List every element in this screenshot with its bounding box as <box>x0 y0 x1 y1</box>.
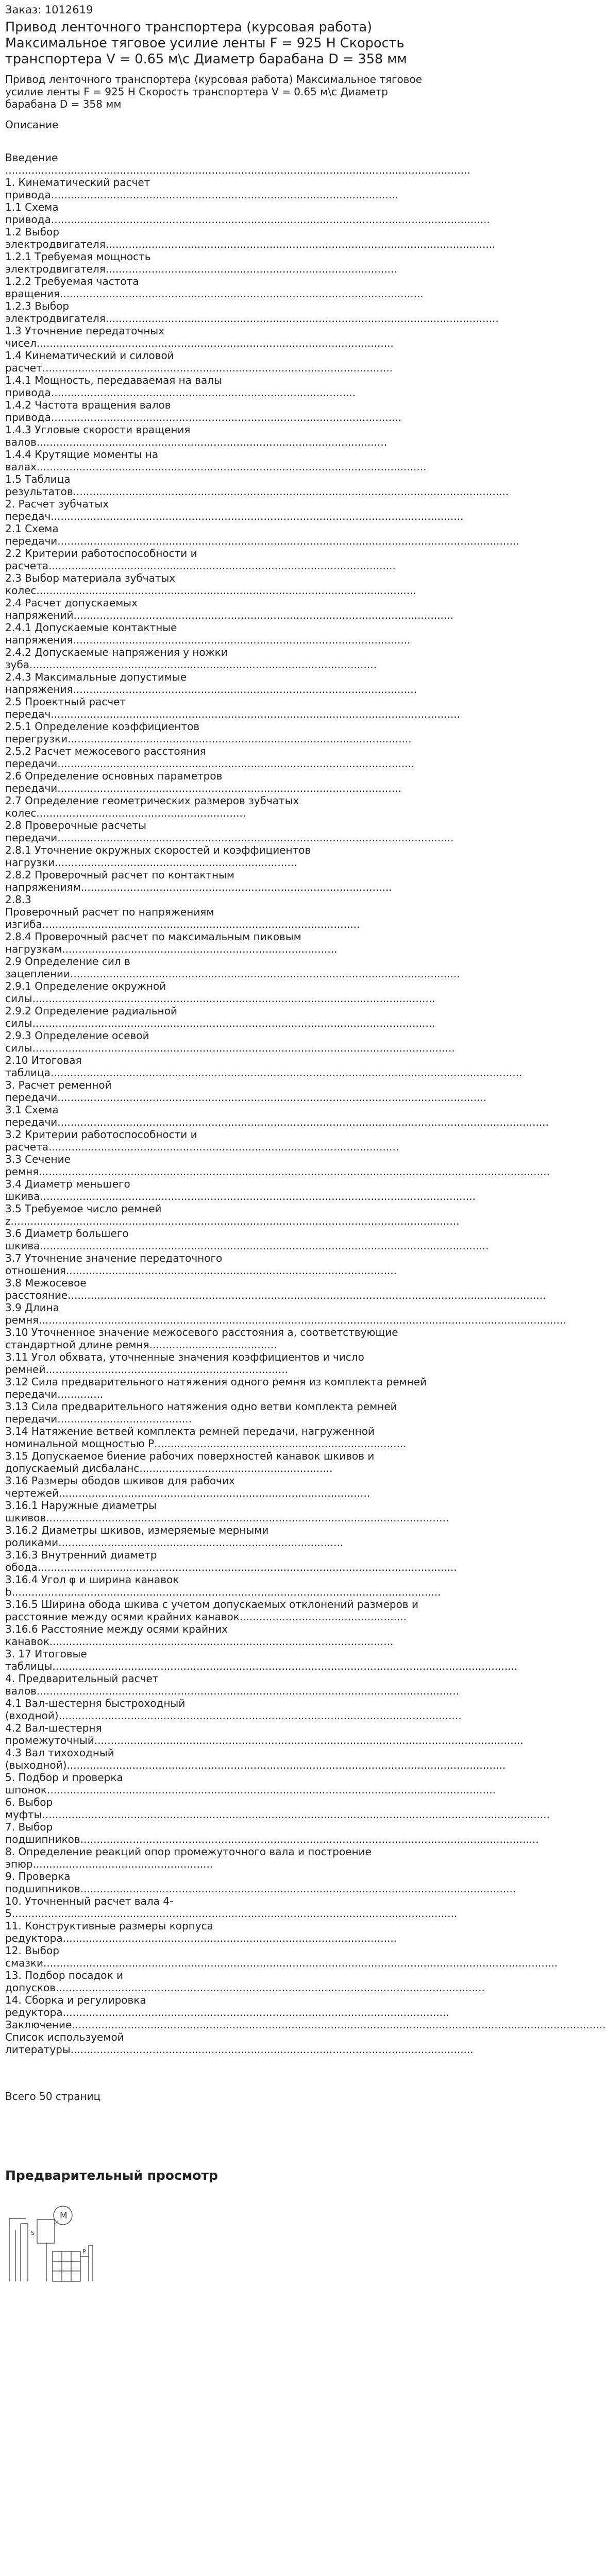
toc-item: 1.4.1 Мощность, передаваемая на валы привода............................................................................................. <box>5 374 356 399</box>
toc-item: 2.4.1 Допускаемые контактные напряжения....................................................................................................... <box>5 621 411 646</box>
motor-label: M <box>60 2211 68 2221</box>
toc-item: 1.4.2 Частота вращения валов привода........................................................................................................... <box>5 399 402 423</box>
toc-item: 2.9.3 Определение осевой силы................................................................................................................................. <box>5 1029 455 1054</box>
toc-item: 3.11 Угол обхвата, уточненные значения коэффициентов и число ремней.......................................................................... <box>5 1351 364 1376</box>
toc-item: 1.2.1 Требуемая мощность электродвигателя......................................................................................... <box>5 250 397 275</box>
toc-item: 1.2.2 Требуемая частота вращения............................................................................................................... <box>5 275 424 300</box>
lead-text: Привод ленточного транспортера (курсовая работа) Максимальное тяговое усилие ленты F = 925 Н Скорость транспортера V = 0.65 м\с Диаметр барабана D = 358 мм <box>5 73 423 110</box>
page-title: Привод ленточного транспортера (курсовая работа) Максимальное тяговое усилие ленты F = 925 Н Скорость транспортера V = 0.65 м\с Диаметр барабана D = 358 мм <box>5 20 407 67</box>
toc-item: 6. Выбор муфты........................................................................................................................................................... <box>5 1796 550 1821</box>
toc-item: 2.10 Итоговая таблица................................................................................................................................................ <box>5 1054 523 1079</box>
toc-item: 1.4 Кинематический и силовой расчет........................................................................................................... <box>5 349 393 374</box>
gearbox-box <box>53 2251 80 2281</box>
toc-item: 3.5 Требуемое число ремней z......................................................................................................................................... <box>5 1202 460 1227</box>
toc-item: 3.16.2 Диаметры шкивов, измеряемые мерными роликами....................................................................................... <box>5 1524 344 1549</box>
toc-item: Заключение................................................................................................................................................................... <box>5 2019 606 2031</box>
toc-item: 2.4 Расчет допускаемых напряжений.................................................................................................................... <box>5 597 453 621</box>
toc-item: 4.1 Вал-шестерня быстроходный (входной)........................................................................................................................... <box>5 1697 462 1722</box>
toc-item: 1. Кинематический расчет привода.......................................................................................................... <box>5 176 398 201</box>
toc-item: 12. Выбор смазки............................................................................................................................................................. <box>5 1944 558 1969</box>
toc-item: Список используемой литературы........................................................................................................................... <box>5 2031 474 2056</box>
toc-item: 3.6 Диаметр большего шкива......................................................................................................................................... <box>5 1227 489 1252</box>
table-of-contents <box>5 151 606 2056</box>
toc-item: 7. Выбор подшипников............................................................................................................................................ <box>5 1821 539 1845</box>
toc-item: 2.9 Определение сил в зацеплении....................................................................................................................... <box>5 955 460 980</box>
description-heading: Описание <box>5 118 59 131</box>
belt-label: S <box>31 2230 35 2236</box>
toc-item: 3.13 Сила предварительного натяжения одно ветви комплекта ремней передачи......................................... <box>5 1400 397 1425</box>
toc-item: 3. 17 Итоговые таблицы.............................................................................................................................................. <box>5 1648 518 1672</box>
toc-item: 2.8.3 <box>5 893 31 906</box>
toc-item: 3.16.5 Ширина обода шкива с учетом допускаемых отклонений размеров и расстояние между осями крайних канавок................................................... <box>5 1598 418 1623</box>
toc-item: 2.8.4 Проверочный расчет по максимальным пиковым нагрузкам.................................................................................... <box>5 930 338 955</box>
toc-item: 2.9.2 Определение радиальной силы........................................................................................................................... <box>5 1005 435 1029</box>
toc-item: 2.5.2 Расчет межосевого расстояния передачи............................................................................................................. <box>5 745 415 770</box>
toc-item: 1.2.3 Выбор электродвигателя........................................................................................................................ <box>5 300 499 325</box>
toc-item: 1.4.3 Угловые скорости вращения валов........................................................................................................... <box>5 423 388 448</box>
toc-item: 2.3 Выбор материала зубчатых колес.................................................................................................................... <box>5 572 416 597</box>
toc-item: 2.5.1 Определение коэффициентов перегрузки......................................................................................................... <box>5 720 412 745</box>
toc-item: 1.2 Выбор электродвигателя....................................................................................................................... <box>5 226 496 250</box>
toc-item: 3.7 Уточнение значение передаточного отношения..................................................................................................... <box>5 1252 397 1277</box>
toc-item: 3.16.4 Угол φ и ширина канавок b................................................................................................................................... <box>5 1573 441 1598</box>
toc-item: 3.10 Уточненное значение межосевого расстояния a, соответствующие стандартной длине ремня....................................... <box>5 1326 398 1351</box>
toc-item: 1.4.4 Крутящие моменты на валах....................................................................................................................... <box>5 448 427 473</box>
toc-item: 2.7 Определение геометрических размеров зубчатых колес................................................................ <box>5 794 299 819</box>
toc-item: 4.3 Вал тихоходный (выходной)...................................................................................................................................... <box>5 1747 506 1771</box>
toc-item: 3.2 Критерии работоспособности и расчета........................................................................................................... <box>5 1128 399 1153</box>
toc-item: 3.4 Диаметр меньшего шкива..................................................................................................................................... <box>5 1178 476 1202</box>
toc-item: 2.8.1 Уточнение окружных скоростей и коэффициентов нагрузки.......................................................................... <box>5 844 311 869</box>
toc-item: 13. Подбор посадок и допусков................................................................................................................................... <box>5 1969 485 1994</box>
toc-item: 1.1 Схема привода...................................................................................................................................... <box>5 201 490 226</box>
toc-item: Введение .............................................................................................................................................. <box>5 151 470 176</box>
toc-item: 3.14 Натяжение ветвей комплекта ремней передачи, нагруженной номинальной мощностью Р............................................................................. <box>5 1425 407 1450</box>
order-number: Заказ: 1012619 <box>5 4 93 16</box>
toc-item: 9. Проверка подшипников..................................................................................................................................... <box>5 1870 516 1895</box>
toc-item: 2.4.2 Допускаемые напряжения у ножки зуба.......................................................................................................... <box>5 646 377 671</box>
toc-item: 2. Расчет зубчатых передач.............................................................................................................................. <box>5 498 464 522</box>
total-pages: Всего 50 страниц <box>5 2090 101 2103</box>
preview-image <box>5 2204 227 2281</box>
toc-item: 2.2 Критерии работоспособности и расчета.......................................................................................................... <box>5 547 396 572</box>
toc-item: 3.16 Размеры ободов шкивов для рабочих чертежей............................................................................................... <box>5 1475 371 1499</box>
toc-item: 3.8 Межосевое расстояние.................................................................................................................................................. <box>5 1277 546 1301</box>
toc-item: 3.3 Сечение ремня............................................................................................................................................................ <box>5 1153 550 1178</box>
toc-item: 11. Конструктивные размеры корпуса редуктора...................................................................................................... <box>5 1920 397 1944</box>
toc-item: 14. Сборка и регулировка редуктора...................................................................................................................... <box>5 1994 449 2019</box>
toc-item: 2.8 Проверочные расчеты передачи......................................................................................................................... <box>5 819 454 844</box>
toc-item: 2.6 Определение основных параметров передачи......................................................................................................... <box>5 770 401 794</box>
motor-box <box>37 2219 55 2243</box>
toc-item: Проверочный расчет по напряжениям изгиба................................................................................................. <box>5 906 360 930</box>
toc-item: 3.1 Схема передачи...................................................................................................................................................... <box>5 1104 549 1128</box>
toc-item: 3.16.6 Расстояние между осями крайних канавок......................................................................................................... <box>5 1623 394 1648</box>
toc-item: 2.9.1 Определение окружной силы........................................................................................................................... <box>5 980 435 1005</box>
toc-item: 8. Определение реакций опор промежуточного вала и построение эпюр....................................................... <box>5 1845 372 1870</box>
toc-item: 4.2 Вал-шестерня промежуточный................................................................................................................................... <box>5 1722 524 1747</box>
preview-heading: Предварительный просмотр <box>5 2168 218 2183</box>
toc-item: 10. Уточненный расчет вала 4-5........................................................................................................................................ <box>5 1895 458 1920</box>
toc-item: 3.9 Длина ремня................................................................................................................................................................. <box>5 1301 566 1326</box>
drive-schematic <box>9 2206 93 2281</box>
toc-item: 3.16.1 Наружные диаметры шкивов........................................................................................................................... <box>5 1499 449 1524</box>
toc-item: 4. Предварительный расчет валов................................................................................................................................. <box>5 1672 459 1697</box>
toc-item: 2.5 Проектный расчет передач............................................................................................................................. <box>5 696 460 720</box>
toc-item: 1.3 Уточнение передаточных чисел............................................................................................................. <box>5 325 394 349</box>
toc-item: 2.1 Схема передачи............................................................................................................................................. <box>5 522 519 547</box>
toc-item: 1.5 Таблица результатов..................................................................................................................................... <box>5 473 509 498</box>
toc-item: 5. Подбор и проверка шпонок......................................................................................................................................... <box>5 1771 496 1796</box>
toc-item: 3.16.3 Внутренний диаметр обода................................................................................................................................ <box>5 1549 457 1573</box>
toc-item: 3. Расчет ременной передачи................................................................................................................................... <box>5 1079 487 1104</box>
toc-item: 3.12 Сила предварительного натяжения одного ремня из комплекта ремней передачи.............. <box>5 1376 427 1400</box>
toc-item: 3.15 Допускаемое биение рабочих поверхностей канавок шкивов и допускаемый дисбаланс........................................................... <box>5 1450 375 1475</box>
toc-item: 2.8.2 Проверочный расчет по контактным напряжениям............................................................................................... <box>5 869 392 893</box>
drum-label: P <box>82 2248 86 2255</box>
toc-item: 2.4.3 Максимальные допустимые напряжения......................................................................................................... <box>5 671 417 696</box>
